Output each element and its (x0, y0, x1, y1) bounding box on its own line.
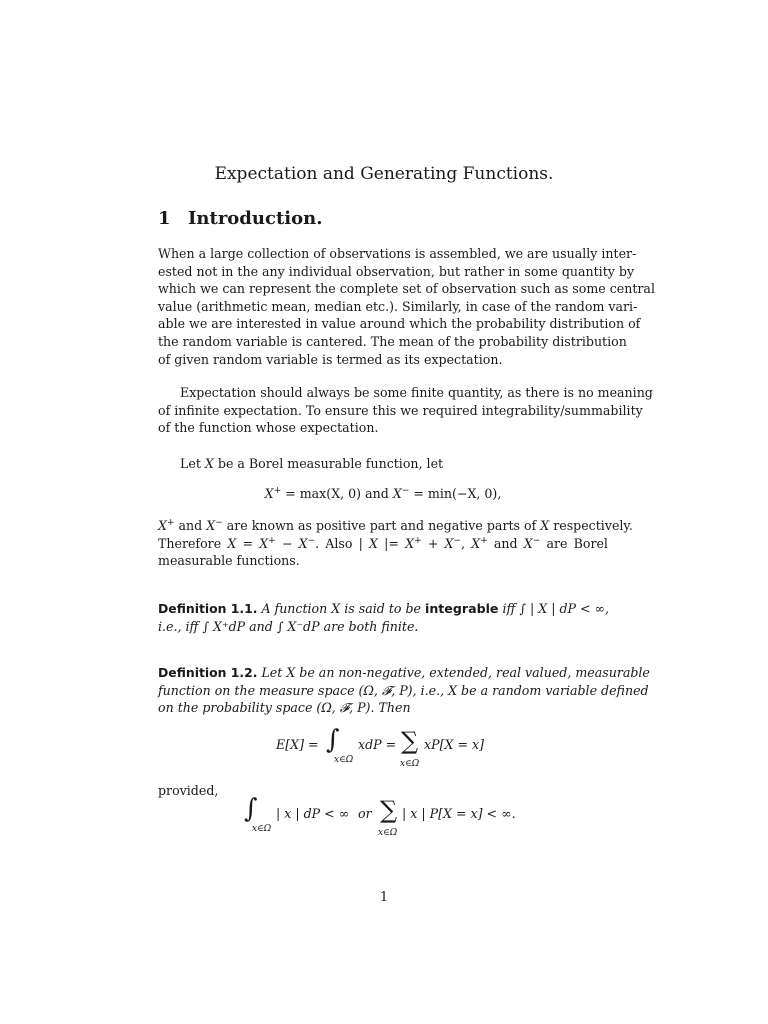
var-x: X (204, 456, 214, 471)
text-let: Let (180, 456, 201, 471)
paragraph-line: of given random variable is termed as its expectation. (158, 351, 503, 367)
definition-1-2: Definition 1.2. Let X be an non-negative, extended, real valued, measurable function on the measure space (Ω, 𝓕, P), i.e., X be a random variable defined on the probability space (Ω, 𝓕, P). Then (158, 665, 650, 716)
paragraph-line: measurable functions. (158, 553, 300, 569)
eq3-sum-body: | x | P[X = x] < ∞. (402, 806, 516, 821)
section-number: 1 (158, 208, 171, 229)
paragraph-intro (158, 245, 655, 368)
paragraph-line: value (arithmetic mean, median etc.). Similarly, in case of the random vari- (158, 298, 638, 314)
paragraph-let (158, 455, 608, 473)
definition-heading: Definition 1.2. (158, 665, 258, 680)
paragraph-line: ested not in the any individual observation, but rather in some quantity by (158, 263, 635, 279)
sum-subscript: x∈Ω (400, 759, 420, 769)
sum-sign: ∑ (401, 727, 419, 755)
integrable-term: integrable (425, 601, 499, 616)
paragraph-line: of infinite expectation. To ensure this we required integrability/summability (158, 402, 643, 418)
paragraph-line: X+ and X− are known as positive part and negative parts of X respectively. (158, 517, 633, 533)
sum-subscript: x∈Ω (378, 828, 398, 838)
eq-lhs1: X (264, 486, 274, 501)
paragraph-expectation (158, 384, 653, 437)
sum-sign: ∑ (380, 796, 398, 824)
provided-text: provided, (158, 783, 219, 798)
eq3-int-body: | x | dP < ∞ (276, 806, 350, 821)
paragraph-line: able we are interested in value around which the probability distribution of (158, 316, 641, 332)
eq3-or: or (358, 806, 372, 821)
eq-lhs2: X (392, 486, 402, 501)
definition-heading: Definition 1.1. (158, 601, 258, 616)
definition-1-1: Definition 1.1. A function X is said to be integrable iff ∫ | X | dP < ∞, i.e., iff ∫ X⁺dP and ∫ X⁻dP are both finite. (158, 601, 610, 634)
integral-subscript: x∈Ω (252, 824, 272, 834)
paragraph-line: of the function whose expectation. (158, 420, 379, 436)
eq2-int-body: xdP = (358, 737, 397, 752)
integral-sign: ∫ (326, 725, 340, 755)
section-heading (158, 208, 322, 229)
equation-parts: X+ = max(X, 0) and X− = min(−X, 0), (264, 485, 502, 501)
text-borel: be a Borel measurable function, let (217, 456, 444, 471)
eq2-sum-body: xP[X = x] (424, 737, 485, 752)
integral-sign: ∫ (244, 794, 258, 824)
integral-subscript: x∈Ω (334, 755, 354, 765)
eq-rhs2: = min(−X, 0), (413, 486, 502, 501)
eq-and: and (365, 486, 389, 501)
definition-line: function on the measure space (Ω, 𝓕, P), i.e., X be a random variable defined (158, 682, 649, 698)
eq-rhs1: = max(X, 0) (285, 486, 362, 501)
paragraph-line: Therefore X = X+ − X−. Also | X |= X+ + X−, X+ and X− are Borel (158, 535, 608, 551)
paragraph-line: Expectation should always be some finite quantity, as there is no meaning (180, 385, 653, 400)
eq2-lhs: E[X] = (276, 737, 319, 752)
page-number: 1 (379, 890, 389, 905)
paragraph-parts (158, 517, 633, 570)
section-title: Introduction. (188, 208, 323, 229)
definition-line: i.e., iff ∫ X⁺dP and ∫ X⁻dP are both finite. (158, 618, 419, 634)
paragraph-line: When a large collection of observations is assembled, we are usually inter- (158, 246, 637, 261)
document-title: Expectation and Generating Functions. (214, 164, 554, 184)
paragraph-line: which we can represent the complete set of observation such as some central (158, 281, 655, 297)
paragraph-line: the random variable is cantered. The mean of the probability distribution (158, 333, 627, 349)
definition-line: on the probability space (Ω, 𝓕, P). Then (158, 700, 411, 716)
